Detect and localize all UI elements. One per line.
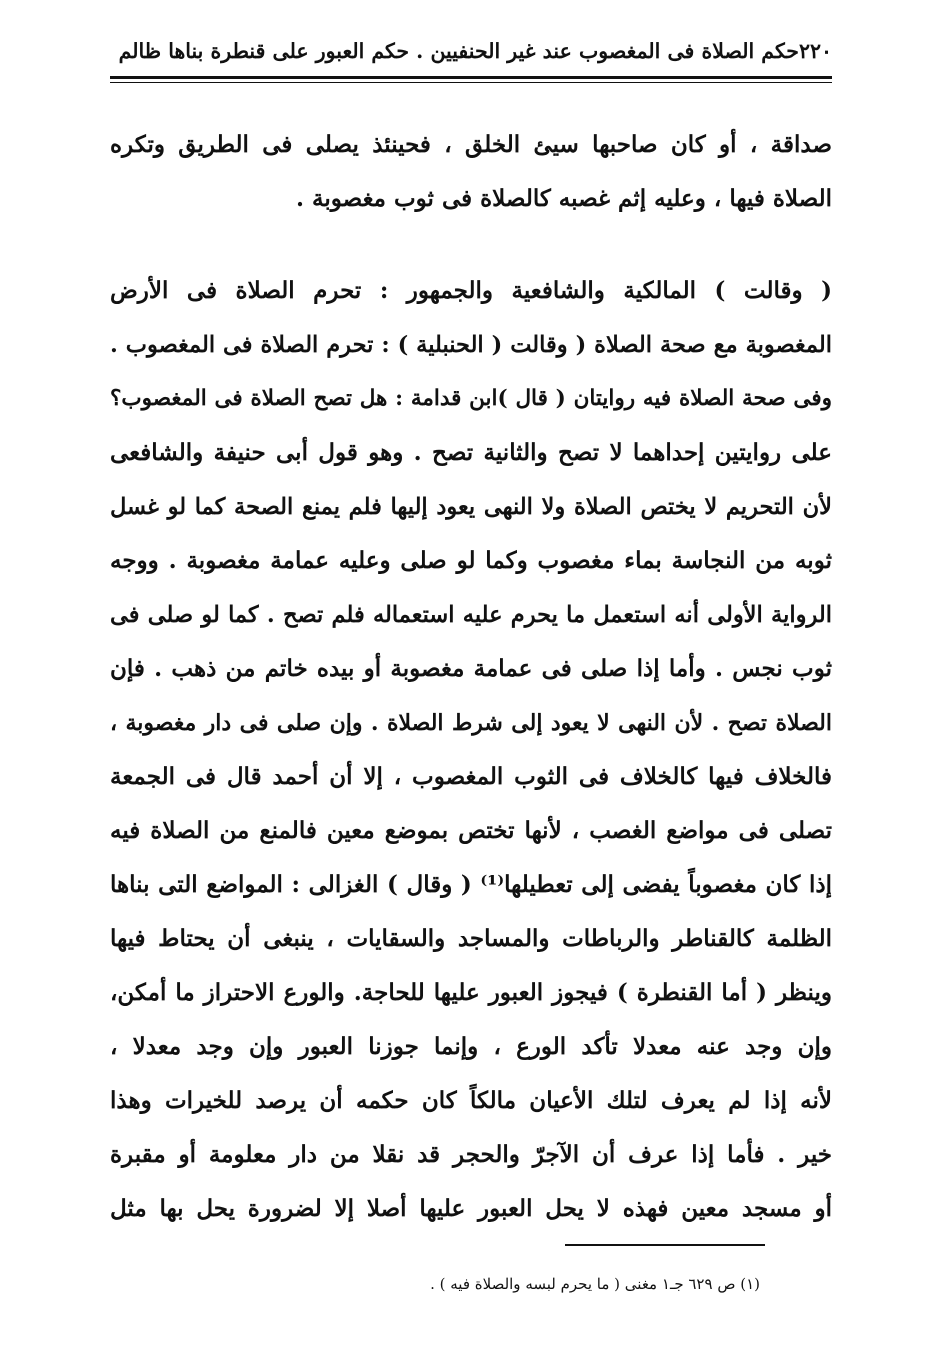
text-line: فالخلاف فيها كالخلاف فى الثوب المغصوب ، إلا أن أحمد قال فى الجمعة — [110, 763, 832, 790]
text-line: ( وقالت ) المالكية والشافعية والجمهور : تحرم الصلاة فى الأرض — [110, 277, 832, 304]
text-line: تصلى فى مواضع الغصب ، لأنها تختص بموضع معين فالمنع من الصلاة فيه — [110, 817, 832, 844]
footnote-rule — [565, 1244, 765, 1246]
text-line: أو مسجد معين فهذه لا يحل العبور عليها أصلا إلا لضرورة يحل بها مثل — [110, 1195, 832, 1222]
text-line: ثوب نجس . وأما إذا صلى فى عمامة مغصوبة أو بيده خاتم من ذهب . فإن — [110, 655, 832, 682]
paragraph-gap — [110, 226, 832, 264]
text-line: وفى صحة الصلاة فيه روايتان ( قال )ابن قدامة : هل تصح الصلاة فى المغصوب؟ — [110, 386, 832, 411]
text-line: وينظر ( أما القنطرة ) فيجوز العبور عليها للحاجة. والورع الاحتراز ما أمكن، — [110, 979, 832, 1006]
text-line: ثوبه من النجاسة بماء مغصوب وكما لو صلى وعليه عمامة مغصوبة . ووجه — [110, 547, 832, 574]
text-line: وإن وجد عنه معدلا تأكد الورع ، وإنما جوزنا العبور وإن وجد معدلا ، — [110, 1033, 832, 1060]
header-rule-thin — [110, 82, 832, 83]
paragraph-1 — [110, 118, 832, 226]
header-rule — [110, 76, 832, 79]
text-line: إذا كان مغصوباً يفضى إلى تعطيلها⁽¹⁾ ( وقال ) الغزالى : المواضع التى بناها — [110, 871, 832, 898]
text-line: صداقة ، أو كان صاحبها سيئ الخلق ، فحينئذ يصلى فى الطريق وتكره — [110, 131, 832, 158]
paragraph-2 — [110, 264, 832, 1236]
text-line: لأنه إذا لم يعرف لتلك الأعيان مالكاً كان حكمه أن يرصد للخيرات وهذا — [110, 1087, 832, 1114]
running-header: ٢٢٠حكم الصلاة فى المغصوب عند غير الحنفيين . حكم العبور على قنطرة بناها ظالم — [118, 39, 832, 63]
text-line: الرواية الأولى أنه استعمل ما يحرم عليه استعماله فلم تصح . كما لو صلى فى — [110, 602, 832, 628]
footnote: (١) ص ٦٢٩ جـ١ مغنى ( ما يحرم لبسه والصلاة فيه ) . — [430, 1275, 760, 1293]
text-line: الصلاة تصح . لأن النهى لا يعود إلى شرط الصلاة . وإن صلى فى دار مغصوبة ، — [110, 710, 832, 736]
text-line: لأن التحريم لا يختص الصلاة ولا النهى يعود إليها فلم يمنع الصحة كما لو غسل — [110, 494, 832, 520]
body-text — [110, 118, 832, 1236]
text-line: المغصوبة مع صحة الصلاة ( وقالت ( الحنبلية ) : تحرم الصلاة فى المغصوب . — [110, 332, 832, 358]
text-line: الظلمة كالقناطر والرباطات والمساجد والسقايات ، ينبغى أن يحتاط فيها — [110, 925, 832, 952]
text-line: خير . فأما إذا عرف أن الآجرّ والحجر قد نقلا من دار معلومة أو مقبرة — [110, 1141, 832, 1168]
text-line: على روايتين إحداهما لا تصح والثانية تصح . وهو قول أبى حنيفة والشافعى — [110, 439, 832, 466]
text-line: الصلاة فيها ، وعليه إثم غصبه كالصلاة فى ثوب مغصوبة . — [296, 185, 832, 212]
